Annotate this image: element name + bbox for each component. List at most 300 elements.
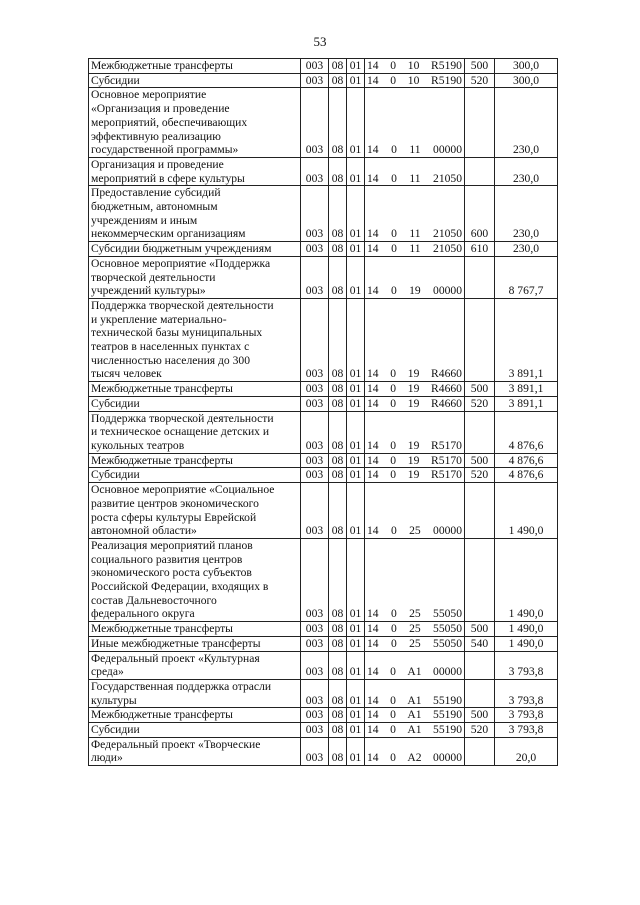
- row-name-line: федерального округа: [91, 607, 195, 621]
- row-gr: 003: [301, 396, 329, 411]
- row-gr: 003: [301, 73, 329, 88]
- row-rz: 08: [329, 157, 347, 185]
- row-csr-parts: [367, 367, 462, 381]
- row-csr: [365, 59, 465, 74]
- row-csr-part: 19: [407, 367, 420, 381]
- row-csr-parts: [367, 172, 462, 186]
- row-rz: 08: [329, 679, 347, 707]
- row-csr-part: 19: [407, 382, 420, 396]
- table-row: [89, 737, 558, 765]
- row-pr: 01: [347, 622, 365, 637]
- row-csr-part: 0: [390, 396, 397, 410]
- row-gr: 003: [301, 622, 329, 637]
- row-gr: 003: [301, 679, 329, 707]
- row-gr: 003: [301, 723, 329, 738]
- row-pr: 01: [347, 256, 365, 298]
- row-csr-part: 0: [390, 382, 397, 396]
- row-csr-part: 55050: [433, 607, 462, 621]
- row-name-line: некоммерческим организациям: [91, 227, 246, 241]
- row-gr: 003: [301, 737, 329, 765]
- row-csr-part: A2: [407, 751, 422, 765]
- row-csr: [365, 157, 465, 185]
- row-csr-part: 0: [390, 751, 396, 765]
- row-rz: 08: [329, 298, 347, 381]
- row-rz: 08: [329, 708, 347, 723]
- row-csr-part: 14: [367, 468, 379, 482]
- row-csr-parts: [367, 382, 462, 396]
- row-csr-part: 0: [390, 284, 397, 298]
- row-csr-part: 14: [367, 665, 379, 679]
- row-name-line: мероприятий в сфере культуры: [91, 171, 245, 185]
- row-vr: [465, 88, 495, 158]
- row-gr: 003: [301, 256, 329, 298]
- row-gr: 003: [301, 242, 329, 257]
- row-csr-part: 21050: [433, 171, 462, 185]
- row-amount: 3 793,8: [495, 651, 558, 679]
- row-name-line: культуры: [91, 693, 137, 707]
- row-csr-part: 19: [407, 468, 420, 482]
- row-vr: [465, 651, 495, 679]
- row-name: [89, 468, 301, 483]
- row-rz: 08: [329, 538, 347, 621]
- row-gr: 003: [301, 59, 329, 74]
- row-name: [89, 73, 301, 88]
- row-csr-parts: [367, 397, 462, 411]
- row-name: [89, 636, 301, 651]
- row-rz: 08: [329, 186, 347, 242]
- row-rz: 08: [329, 453, 347, 468]
- row-name-line: Российской Федерации, входящих в: [91, 580, 269, 594]
- row-name-line: Основное мероприятие: [91, 88, 207, 102]
- row-csr-part: 14: [367, 453, 379, 467]
- row-rz: 08: [329, 382, 347, 397]
- row-gr: 003: [301, 186, 329, 242]
- row-name-line: Государственная поддержка отрасли: [91, 679, 272, 693]
- row-csr-part: 14: [367, 693, 379, 707]
- row-csr: [365, 538, 465, 621]
- row-csr-part: A1: [407, 723, 422, 737]
- table-row: [89, 411, 558, 453]
- row-csr-part: 14: [367, 382, 379, 396]
- row-name-line: «Организация и проведение: [91, 102, 230, 116]
- row-csr-part: 14: [367, 524, 379, 538]
- row-name-line: кукольных театров: [91, 438, 185, 452]
- row-name-line: люди»: [91, 751, 123, 765]
- row-csr-part: 0: [390, 607, 397, 621]
- row-name-line: Межбюджетные трансферты: [91, 59, 233, 72]
- row-csr-part: 0: [390, 468, 397, 482]
- row-vr: 600: [465, 186, 495, 242]
- row-name-line: автономной области»: [91, 524, 197, 538]
- row-amount: 3 793,8: [495, 708, 558, 723]
- row-csr: [365, 382, 465, 397]
- row-pr: 01: [347, 737, 365, 765]
- row-amount: 3 891,1: [495, 298, 558, 381]
- row-csr-part: 0: [390, 438, 397, 452]
- row-csr-part: 11: [409, 143, 421, 157]
- row-pr: 01: [347, 73, 365, 88]
- row-name-line: экономического роста субъектов: [91, 566, 252, 580]
- row-csr-part: 55190: [433, 708, 462, 722]
- row-csr-part: R5190: [431, 59, 462, 72]
- row-csr-part: R5170: [431, 453, 462, 467]
- row-name-line: и техническое оснащение детских и: [91, 425, 270, 439]
- row-amount: 1 490,0: [495, 483, 558, 539]
- table-row: [89, 256, 558, 298]
- row-pr: 01: [347, 538, 365, 621]
- row-csr: [365, 453, 465, 468]
- row-name-line: Реализация мероприятий планов: [91, 538, 253, 552]
- table-row: [89, 157, 558, 185]
- page-number: 53: [313, 34, 327, 49]
- row-csr-parts: [367, 143, 462, 157]
- table-row: [89, 396, 558, 411]
- row-csr-part: 19: [407, 453, 420, 467]
- row-amount: 230,0: [495, 88, 558, 158]
- row-csr-part: 0: [390, 693, 396, 707]
- row-csr: [365, 88, 465, 158]
- row-rz: 08: [329, 59, 347, 74]
- table-row: [89, 483, 558, 539]
- row-csr-part: 0: [390, 73, 397, 87]
- row-csr: [365, 622, 465, 637]
- row-csr-parts: [367, 622, 462, 636]
- row-pr: 01: [347, 298, 365, 381]
- row-pr: 01: [347, 483, 365, 539]
- row-csr-part: 00000: [433, 751, 462, 765]
- row-name: [89, 242, 301, 257]
- row-name-line: Основное мероприятие «Социальное: [91, 483, 275, 497]
- row-pr: 01: [347, 708, 365, 723]
- row-csr: [365, 256, 465, 298]
- row-amount: 3 891,1: [495, 396, 558, 411]
- row-csr-part: 0: [390, 665, 396, 679]
- row-name: [89, 382, 301, 397]
- row-name: [89, 157, 301, 185]
- row-csr-part: 55190: [433, 693, 462, 707]
- row-csr-part: 10: [407, 73, 420, 87]
- row-csr-parts: [367, 74, 462, 88]
- row-gr: 003: [301, 468, 329, 483]
- table-row: [89, 468, 558, 483]
- row-vr: 500: [465, 622, 495, 637]
- row-name: [89, 538, 301, 621]
- row-vr: 610: [465, 242, 495, 257]
- row-name-line: Субсидии бюджетным учреждениям: [91, 242, 272, 256]
- row-pr: 01: [347, 651, 365, 679]
- row-csr-part: 55050: [433, 636, 462, 650]
- row-rz: 08: [329, 88, 347, 158]
- row-gr: 003: [301, 708, 329, 723]
- row-csr-part: 14: [367, 751, 379, 765]
- table-row: [89, 186, 558, 242]
- row-gr: 003: [301, 651, 329, 679]
- row-csr-part: 14: [367, 242, 379, 256]
- row-csr: [365, 298, 465, 381]
- row-csr-parts: [367, 607, 462, 621]
- row-csr-parts: [367, 637, 462, 651]
- row-rz: 08: [329, 242, 347, 257]
- row-rz: 08: [329, 636, 347, 651]
- row-name-line: социального развития центров: [91, 552, 243, 566]
- row-name-line: Межбюджетные трансферты: [91, 453, 233, 467]
- row-csr-part: 00000: [433, 284, 462, 298]
- row-amount: 230,0: [495, 186, 558, 242]
- row-gr: 003: [301, 411, 329, 453]
- row-csr-part: R4660: [431, 396, 462, 410]
- row-name-line: Федеральный проект «Творческие: [91, 737, 261, 751]
- row-csr-part: A1: [407, 693, 422, 707]
- row-name: [89, 483, 301, 539]
- row-csr-part: 0: [390, 708, 396, 722]
- row-csr-parts: [367, 227, 462, 241]
- row-csr-parts: [367, 439, 462, 453]
- table-row: [89, 73, 558, 88]
- row-name: [89, 88, 301, 158]
- row-csr-parts: [367, 694, 462, 708]
- row-csr-part: 14: [367, 622, 379, 636]
- row-name-line: тысяч человек: [91, 367, 162, 381]
- row-vr: [465, 538, 495, 621]
- row-csr-part: R4660: [431, 382, 462, 396]
- row-gr: 003: [301, 483, 329, 539]
- row-csr: [365, 679, 465, 707]
- table-row: [89, 59, 558, 74]
- row-pr: 01: [347, 679, 365, 707]
- row-pr: 01: [347, 242, 365, 257]
- row-name: [89, 411, 301, 453]
- row-vr: 520: [465, 468, 495, 483]
- row-vr: 500: [465, 382, 495, 397]
- row-csr-part: 0: [391, 227, 397, 241]
- row-csr: [365, 651, 465, 679]
- row-csr-part: 0: [390, 367, 397, 381]
- row-csr-part: 21050: [433, 242, 462, 256]
- table-row: [89, 708, 558, 723]
- row-csr-part: 14: [367, 143, 379, 157]
- row-gr: 003: [301, 88, 329, 158]
- row-pr: 01: [347, 723, 365, 738]
- row-csr-parts: [367, 284, 462, 298]
- row-name: [89, 723, 301, 738]
- row-rz: 08: [329, 396, 347, 411]
- row-csr-part: 21050: [433, 227, 462, 241]
- row-name-line: творческой деятельности: [91, 270, 216, 284]
- row-csr-parts: [367, 524, 462, 538]
- table-row: [89, 242, 558, 257]
- row-name-line: развитие центров экономического: [91, 496, 259, 510]
- row-pr: 01: [347, 186, 365, 242]
- row-name-line: Иные межбюджетные трансферты: [91, 636, 261, 650]
- row-vr: [465, 411, 495, 453]
- row-csr-part: 14: [367, 73, 379, 87]
- row-pr: 01: [347, 396, 365, 411]
- table-row: [89, 453, 558, 468]
- table-row: [89, 636, 558, 651]
- row-name-line: среда»: [91, 665, 124, 679]
- row-pr: 01: [347, 411, 365, 453]
- row-amount: 300,0: [495, 59, 558, 74]
- row-amount: 1 490,0: [495, 622, 558, 637]
- row-rz: 08: [329, 73, 347, 88]
- row-amount: 20,0: [495, 737, 558, 765]
- row-rz: 08: [329, 723, 347, 738]
- row-name-line: Организация и проведение: [91, 157, 224, 171]
- row-name-line: Поддержка творческой деятельности: [91, 411, 274, 425]
- row-vr: 520: [465, 723, 495, 738]
- row-name-line: и укрепление материально-: [91, 312, 227, 326]
- row-rz: 08: [329, 468, 347, 483]
- row-rz: 08: [329, 651, 347, 679]
- row-csr-part: 19: [407, 396, 420, 410]
- row-vr: 520: [465, 396, 495, 411]
- table-row: [89, 622, 558, 637]
- row-csr-part: 14: [367, 59, 379, 72]
- row-gr: 003: [301, 538, 329, 621]
- row-csr-parts: [367, 751, 462, 765]
- row-csr: [365, 636, 465, 651]
- row-csr-parts: [367, 59, 462, 73]
- row-name-line: Межбюджетные трансферты: [91, 622, 233, 636]
- row-csr-part: 14: [367, 396, 379, 410]
- row-csr-part: 14: [367, 723, 379, 737]
- row-pr: 01: [347, 59, 365, 74]
- row-pr: 01: [347, 157, 365, 185]
- row-name-line: состав Дальневосточного: [91, 593, 217, 607]
- row-csr-part: 00000: [433, 665, 462, 679]
- row-amount: 4 876,6: [495, 453, 558, 468]
- row-name-line: учреждениям и иным: [91, 213, 198, 227]
- row-csr-part: 0: [390, 723, 396, 737]
- row-csr-part: 10: [407, 59, 420, 72]
- row-amount: 8 767,7: [495, 256, 558, 298]
- row-csr-parts: [367, 665, 462, 679]
- row-csr-part: 25: [409, 524, 421, 538]
- row-name: [89, 186, 301, 242]
- row-vr: 500: [465, 59, 495, 74]
- row-csr-parts: [367, 723, 462, 737]
- row-csr-parts: [367, 454, 462, 468]
- row-csr-part: 14: [367, 607, 379, 621]
- row-name-line: Основное мероприятие «Поддержка: [91, 256, 271, 270]
- table-row: [89, 88, 558, 158]
- row-csr-part: R4660: [431, 367, 462, 381]
- row-csr-part: 19: [407, 438, 420, 452]
- row-csr-part: 55050: [433, 622, 462, 636]
- row-name-line: Субсидии: [91, 73, 140, 87]
- row-name: [89, 298, 301, 381]
- row-csr-part: A1: [407, 665, 422, 679]
- row-csr-part: 0: [391, 242, 397, 256]
- row-rz: 08: [329, 411, 347, 453]
- row-vr: 500: [465, 708, 495, 723]
- row-pr: 01: [347, 468, 365, 483]
- row-amount: 4 876,6: [495, 411, 558, 453]
- row-csr: [365, 396, 465, 411]
- row-csr: [365, 468, 465, 483]
- row-csr-parts: [367, 242, 462, 256]
- row-name-line: эффективную реализацию: [91, 129, 221, 143]
- row-name-line: роста сферы культуры Еврейской: [91, 510, 257, 524]
- row-csr: [365, 708, 465, 723]
- row-csr-part: 0: [390, 636, 397, 650]
- row-csr-part: 0: [391, 171, 397, 185]
- row-csr-part: 14: [367, 708, 379, 722]
- row-csr-part: 14: [367, 438, 379, 452]
- row-csr: [365, 723, 465, 738]
- row-name-line: государственной программы»: [91, 143, 239, 157]
- row-pr: 01: [347, 382, 365, 397]
- row-csr-part: A1: [407, 708, 422, 722]
- row-csr-part: 0: [390, 622, 397, 636]
- row-csr-part: R5170: [431, 468, 462, 482]
- row-name-line: учреждений культуры»: [91, 284, 206, 298]
- table-row: [89, 651, 558, 679]
- row-vr: [465, 157, 495, 185]
- row-csr: [365, 737, 465, 765]
- row-amount: 1 490,0: [495, 636, 558, 651]
- row-name-line: Предоставление субсидий: [91, 186, 221, 200]
- row-csr-parts: [367, 468, 462, 482]
- row-vr: [465, 298, 495, 381]
- row-name-line: театров в населенных пунктах с: [91, 340, 250, 354]
- row-name-line: мероприятий, обеспечивающих: [91, 115, 248, 129]
- table-row: [89, 723, 558, 738]
- row-gr: 003: [301, 298, 329, 381]
- row-csr-part: 14: [367, 636, 379, 650]
- row-vr: [465, 737, 495, 765]
- row-amount: 230,0: [495, 157, 558, 185]
- row-csr-part: 0: [391, 143, 397, 157]
- row-name: [89, 396, 301, 411]
- row-name-line: бюджетным, автономным: [91, 200, 218, 214]
- row-name-line: Субсидии: [91, 468, 140, 482]
- budget-table: [88, 58, 558, 766]
- budget-table-body: [89, 59, 558, 766]
- row-rz: 08: [329, 256, 347, 298]
- row-name: [89, 708, 301, 723]
- row-csr-part: 0: [390, 453, 397, 467]
- row-name-line: Поддержка творческой деятельности: [91, 298, 274, 312]
- row-name: [89, 737, 301, 765]
- row-gr: 003: [301, 453, 329, 468]
- row-csr: [365, 73, 465, 88]
- row-name: [89, 453, 301, 468]
- table-row: [89, 382, 558, 397]
- row-vr: 540: [465, 636, 495, 651]
- row-amount: 4 876,6: [495, 468, 558, 483]
- row-csr: [365, 411, 465, 453]
- row-pr: 01: [347, 636, 365, 651]
- row-csr-part: 11: [409, 227, 421, 241]
- row-rz: 08: [329, 483, 347, 539]
- row-csr-part: 11: [409, 242, 421, 256]
- row-name-line: Субсидии: [91, 723, 140, 737]
- row-name: [89, 651, 301, 679]
- row-csr-part: 14: [367, 367, 379, 381]
- row-csr-parts: [367, 708, 462, 722]
- table-row: [89, 679, 558, 707]
- row-gr: 003: [301, 157, 329, 185]
- row-csr-part: 25: [409, 622, 421, 636]
- row-amount: 1 490,0: [495, 538, 558, 621]
- row-csr-part: R5170: [431, 438, 462, 452]
- row-name-line: Федеральный проект «Культурная: [91, 651, 260, 665]
- row-csr-part: 19: [409, 284, 421, 298]
- row-csr-part: 25: [409, 636, 421, 650]
- row-csr-part: 0: [390, 524, 397, 538]
- row-amount: 3 793,8: [495, 679, 558, 707]
